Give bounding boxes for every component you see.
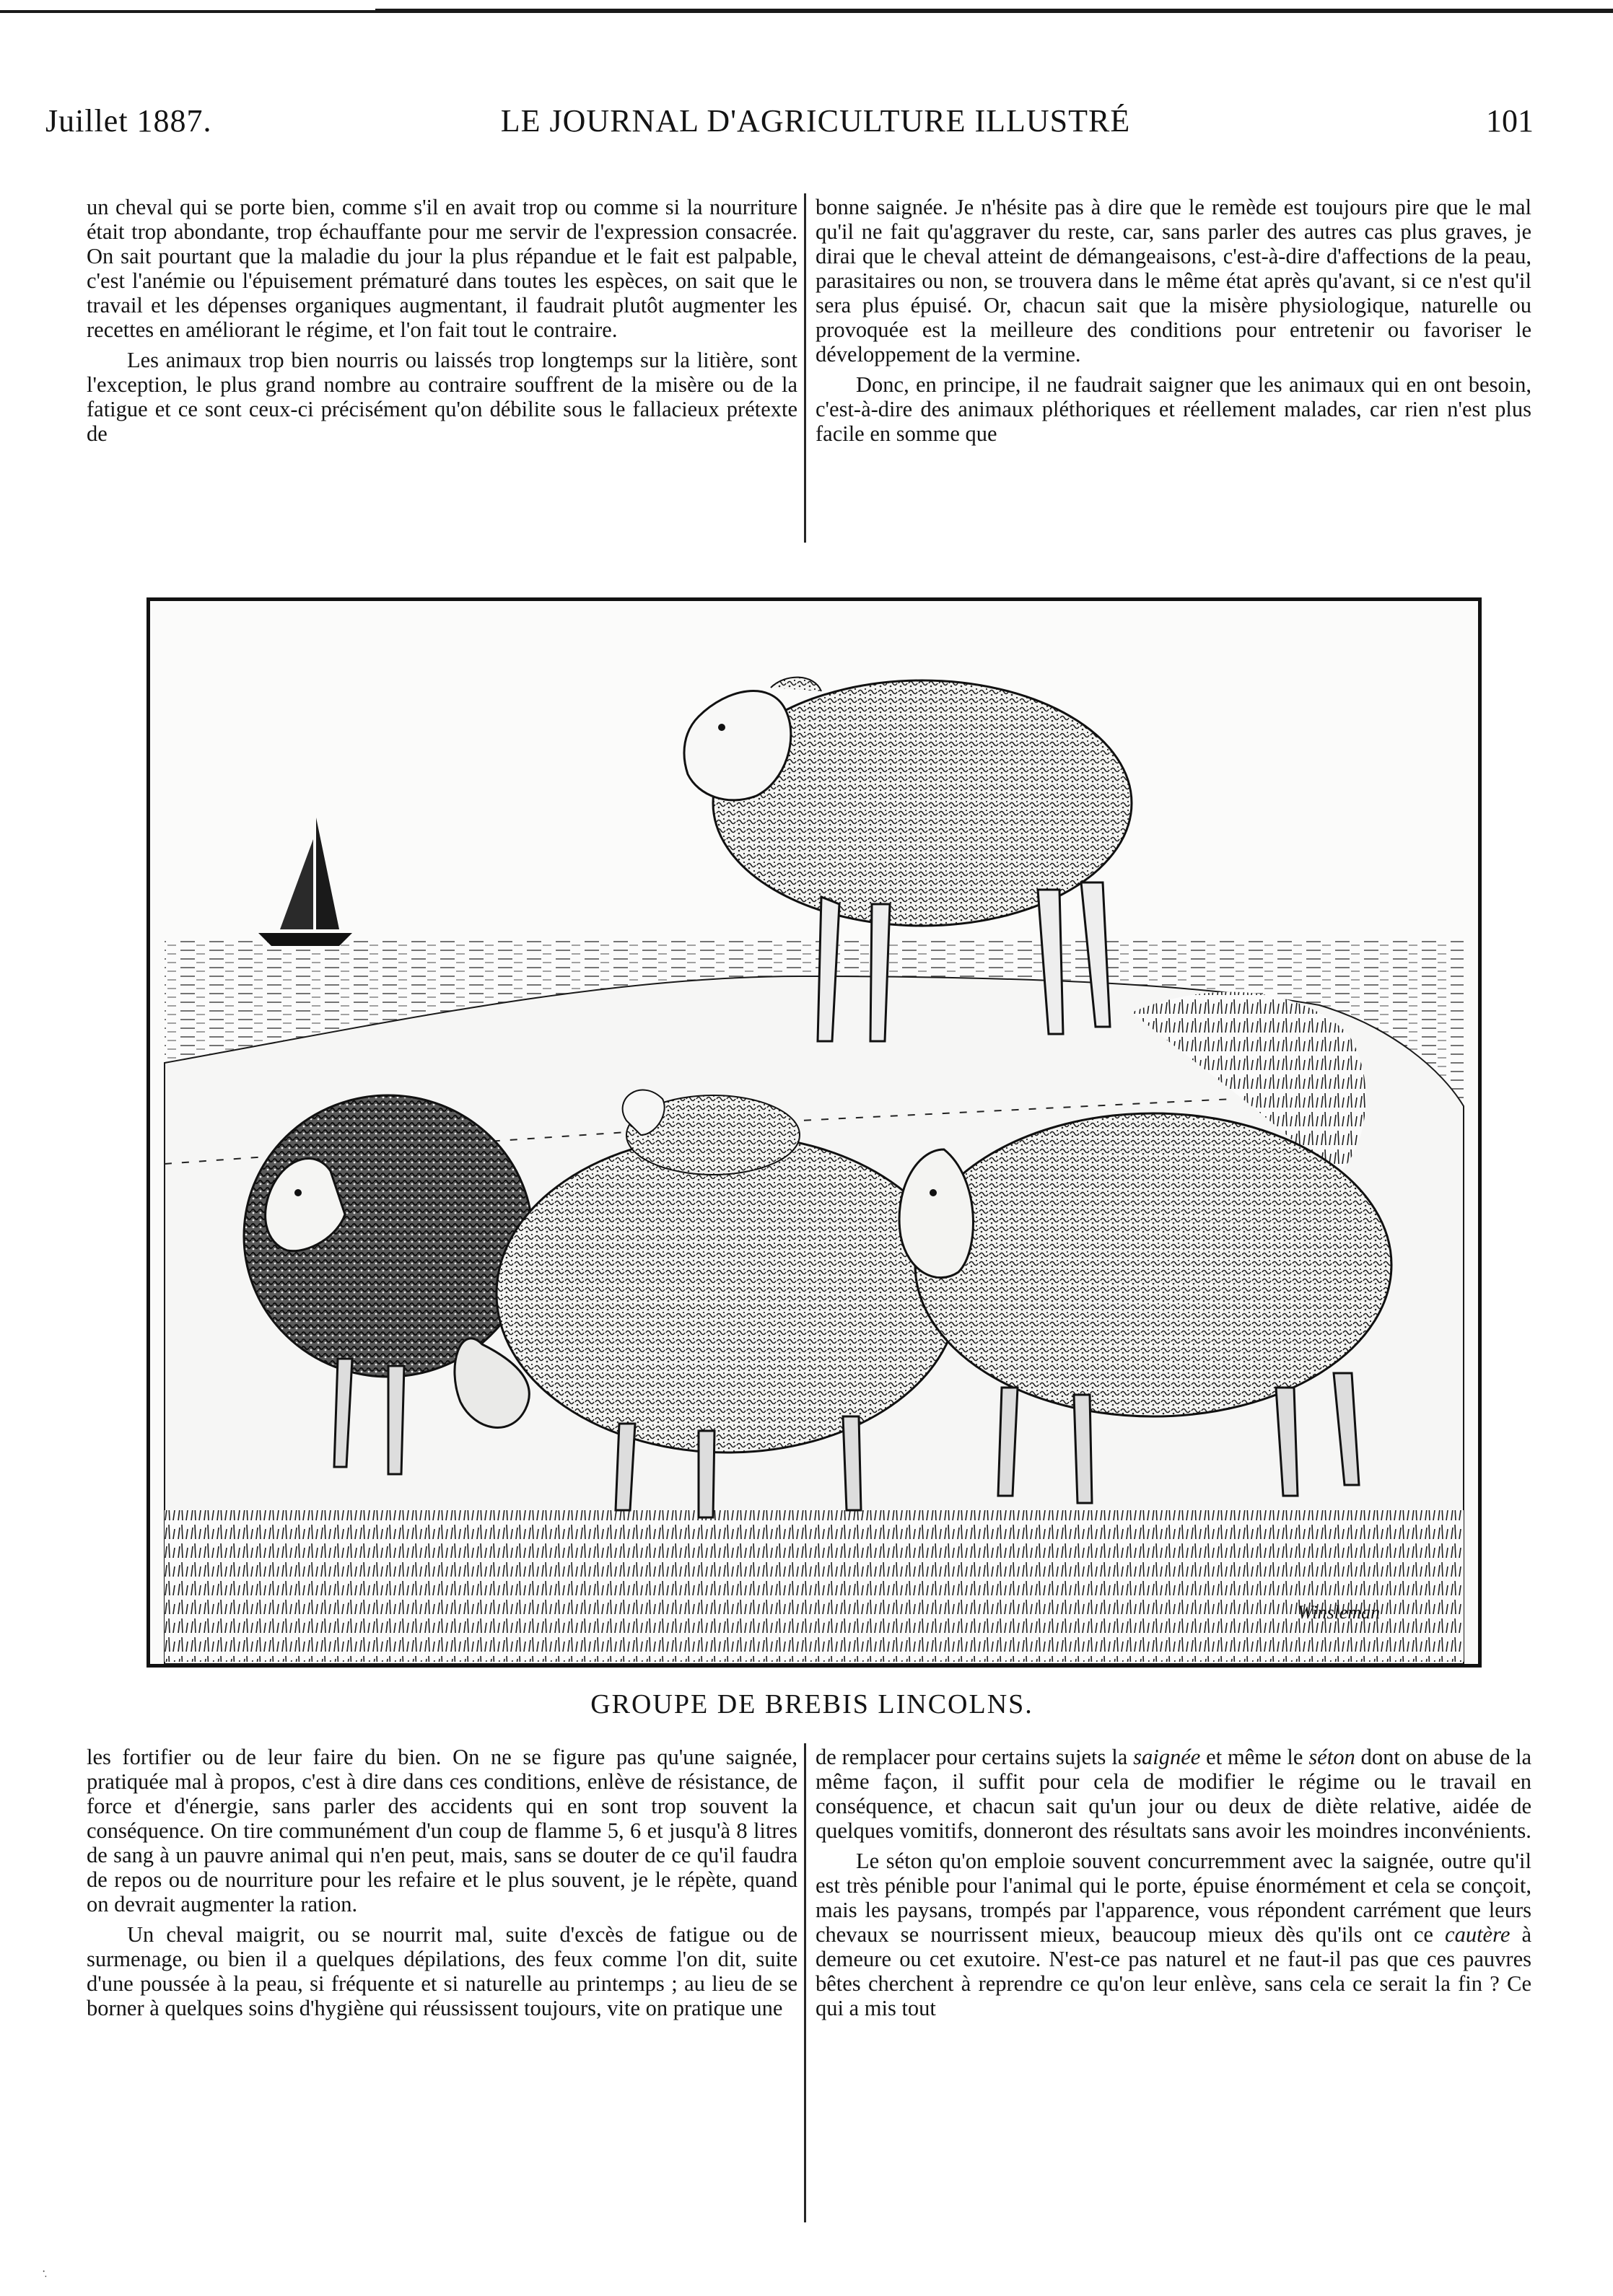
upper-left-column	[87, 195, 797, 541]
lower-left-column	[87, 1745, 797, 2221]
engraver-signature: Winsleman	[1298, 1602, 1381, 1623]
paragraph: Le séton qu'on emploie souvent concurremment avec la saignée, outre qu'il est très pénible pour l'animal qui le porte, épuise énormément et cela se conçoit, mais les paysans, trompés par l'apparence, vous répondent carrément que leurs chevaux se nourrissent mieux, beaucoup mieux dès qu'ils ont ce cautère à demeure ou cet exutoire. N'est-ce pas naturel et ne faut-il pas que ces pauvres bêtes cherchent à reprendre ce qu'on leur enlève, sans cela ce serait la fin ? Ce qui a mis tout	[816, 1849, 1531, 2020]
lower-column-divider	[804, 1743, 806, 2222]
upper-right-column	[816, 195, 1531, 541]
italic-term: séton	[1308, 1745, 1355, 1769]
paragraph: Un cheval maigrit, ou se nourrit mal, suite d'excès de fatigue ou de surmenage, ou bien il a quelques dépilations, des feux comme l'on dit, suite d'une poussée à la peau, si fréquente et si naturelle au printemps ; au lieu de se borner à quelques soins d'hygiène qui réussissent toujours, vite on pratique une	[87, 1922, 797, 2020]
paragraph: Donc, en principe, il ne faudrait saigner que les animaux qui en ont besoin, c'est-à-dire des animaux pléthoriques et réellement malades, car rien n'est plus facile en somme que	[816, 372, 1531, 446]
top-rule	[0, 10, 1613, 13]
foreground-grass	[165, 1510, 1464, 1662]
page-number: 101	[1486, 103, 1534, 139]
illustration-caption: GROUPE DE BREBIS LINCOLNS.	[590, 1689, 1033, 1719]
footer-mark: ·̣	[42, 2266, 46, 2278]
italic-term: saignée	[1133, 1745, 1201, 1769]
paragraph: bonne saignée. Je n'hésite pas à dire que le remède est toujours pire que le mal qu'il ne fait qu'aggraver du reste, car, sans parler des autres cas plus graves, je dirai que le cheval atteint de démangeaisons, c'est-à-dire d'affections de la peau, parasitaires ou non, se trouvera dans le même état après qu'avant, si ce n'est qu'il sera plus épuisé. Or, chacun sait que la misère physiologique, naturelle ou provoquée est la meilleure des conditions pour entretenir ou favoriser le développement de la vermine.	[816, 195, 1531, 367]
italic-term: cautère	[1445, 1922, 1511, 1947]
paragraph: les fortifier ou de leur faire du bien. On ne se figure pas qu'une saignée, pratiquée mal à propos, c'est à dire dans ces conditions, enlève de résistance, de force et d'énergie, sans parler des accidents qui en sont trop souvent la conséquence. On tire communément d'un coup de flamme 5, 6 et jusqu'à 8 litres de sang à un pauvre animal qui n'en peut, mais, sans se douter de ce qu'il faudra de repos ou de nourriture pour les refaire et le plus souvent, je le répète, quand on devrait augmenter la ration.	[87, 1745, 797, 1916]
paragraph: Les animaux trop bien nourris ou laissés trop longtemps sur la litière, sont l'exception, le plus grand nombre au contraire souffrent de la misère ou de la fatigue et ce sont ceux-ci précisément qu'on débilite sous le fallacieux prétexte de	[87, 348, 797, 446]
illustration-lincoln-ewes	[147, 597, 1482, 1668]
lower-right-column	[816, 1745, 1531, 2221]
issue-date: Juillet 1887.	[45, 103, 212, 139]
paragraph: de remplacer pour certains sujets la saignée et même le séton dont on abuse de la même façon, il suffit pour cela de modifier le régime ou le travail en conséquence, et chacun sait qu'un jour ou deux de diète relative, aidée de quelques vomitifs, donneront des résultats sans avoir les moindres inconvénients.	[816, 1745, 1531, 1843]
paragraph: un cheval qui se porte bien, comme s'il en avait trop ou comme si la nourriture était trop abondante, trop échauffante pour me servir de l'expression consacrée. On sait pourtant que la maladie du jour la plus répandue et le fait est palpable, c'est l'anémie ou l'épuisement prématuré dans toutes les espèces, on sait que le travail et les dépenses organiques augmentant, il faudrait plutôt augmenter les recettes en améliorant le régime, et l'on fait tout le contraire.	[87, 195, 797, 342]
journal-title: LE JOURNAL D'AGRICULTURE ILLUSTRÉ	[500, 103, 1131, 139]
upper-column-divider	[804, 193, 806, 543]
engraving	[150, 601, 1478, 1664]
